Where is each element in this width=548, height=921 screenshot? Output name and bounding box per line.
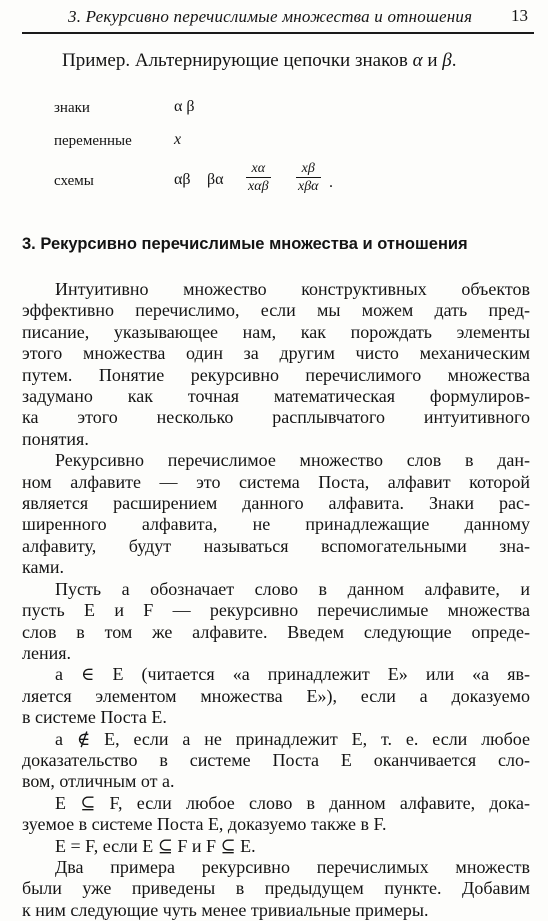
text-line: путем. Понятие рекурсивно перечислимого множества — [22, 364, 530, 385]
text-line: E ⊆ F, если любое слово в данном алфавите, дока- — [55, 792, 530, 813]
example-alpha: α — [412, 50, 423, 71]
schemes-label: схемы — [54, 173, 94, 189]
example-beta: β — [442, 50, 452, 71]
fraction-2-numerator: xβ — [301, 161, 315, 176]
text-line: Два примера рекурсивно перечислимых множеств — [55, 856, 530, 877]
text-line: к ним следующие чуть менее тривиальные примеры. — [22, 899, 429, 920]
text-line: ками. — [22, 557, 64, 578]
text-line: ка этого несколько расплывчатого интуитивного — [22, 407, 530, 428]
example-and: и — [422, 50, 443, 71]
text-line: вом, отличным от a. — [22, 771, 175, 792]
example-heading — [62, 50, 456, 72]
text-line: ляется элементом множества E»), если a доказуемо — [22, 685, 530, 706]
text-line: ном алфавите — это система Поста, алфавит которой — [22, 471, 530, 492]
fraction-1-denominator: xαβ — [248, 179, 269, 194]
text-line: является расширением данного алфавита. Знаки рас- — [22, 493, 530, 514]
fraction-1-numerator: xα — [251, 161, 266, 176]
text-line: доказательство в системе Поста E оканчивается сло- — [22, 749, 530, 770]
text-line: пусть E и F — рекурсивно перечислимые множества — [22, 600, 530, 621]
vars-value: x — [174, 131, 182, 148]
fraction-2-denominator: xβα — [298, 179, 319, 194]
text-line: в системе Поста E. — [22, 707, 167, 728]
schemes-value — [174, 160, 374, 204]
example-intro: Пример. Альтернирующие цепочки знаков — [62, 50, 413, 71]
text-line: Рекурсивно перечислимое множество слов в дан- — [55, 450, 530, 471]
schemes-end-dot: . — [329, 174, 333, 191]
text-line: зуемое в системе Поста E, доказуемо также в F. — [22, 814, 387, 835]
signs-label: знаки — [54, 100, 90, 116]
text-line: E = F, если E ⊆ F и F ⊆ E. — [55, 835, 256, 856]
text-line: задумано как точная математическая формулиров- — [22, 386, 530, 407]
vars-label: переменные — [54, 133, 132, 149]
text-line: ления. — [22, 642, 72, 663]
text-line: слов в том же алфавите. Введем следующие опреде- — [22, 621, 530, 642]
text-line: ширенного алфавита, не принадлежащие данному — [22, 514, 530, 535]
body-text — [22, 279, 530, 921]
text-line: писание, указывающее нам, как порождать элементы — [22, 321, 530, 342]
fraction-1 — [246, 160, 271, 196]
text-line: алфавиту, будут называться вспомогательными зна- — [22, 535, 530, 556]
signs-value: α β — [174, 98, 195, 115]
text-line: были уже приведены в предыдущем пункте. Добавим — [22, 878, 530, 899]
text-line: Интуитивно множество конструктивных объектов — [55, 279, 530, 299]
text-line: этого множества один за другим чисто механическим — [22, 343, 530, 364]
section-title: 3. Рекурсивно перечислимые множества и отношения — [22, 235, 468, 253]
text-line: a ∉ E, если a не принадлежит E, т. е. если любое — [55, 728, 530, 749]
scheme-2: βα — [207, 171, 224, 188]
text-line: Пусть a обозначает слово в данном алфавите, и — [55, 578, 530, 599]
scheme-1: αβ — [174, 171, 191, 188]
text-line: понятия. — [22, 428, 89, 449]
running-header — [22, 2, 534, 34]
text-line: эффективно перечислимо, если мы можем дать пред- — [22, 300, 530, 321]
fraction-2 — [296, 160, 321, 196]
text-line: a ∈ E (читается «a принадлежит E» или «a яв- — [55, 664, 530, 685]
running-title: 3. Рекурсивно перечислимые множества и отношения — [68, 7, 473, 26]
example-end: . — [451, 50, 457, 71]
page-number: 13 — [511, 6, 528, 25]
